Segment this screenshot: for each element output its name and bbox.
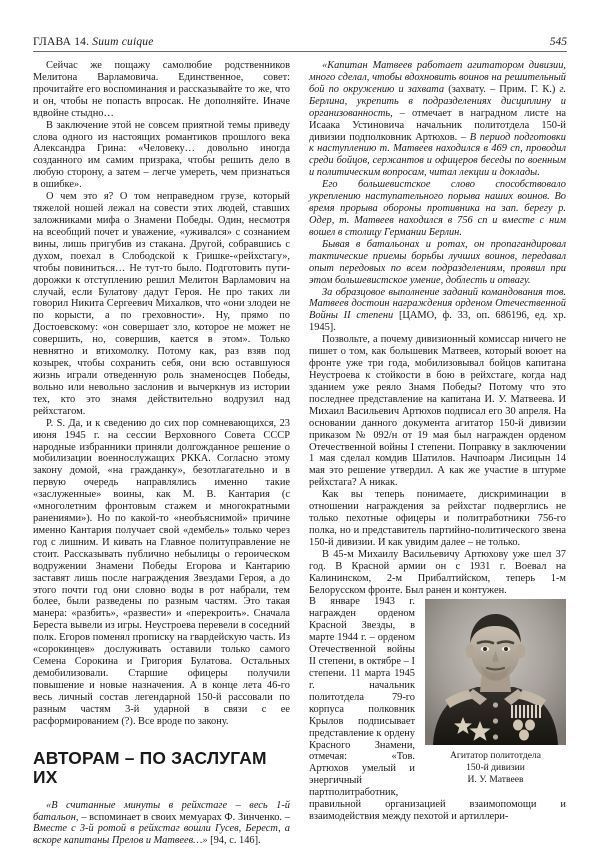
block-quote: Бывая в батальонах и ротах, он пропагандировал тактические приемы борьбы лучших воинов, передавал опыт передовых по всем подразделениям, проявил при этом большевистское умение, доблесть и отвагу. (309, 238, 566, 286)
quote-attribution-part: – вспоминает в своих мемуарах Ф. Зинченко. – (81, 811, 290, 823)
left-column (33, 60, 290, 847)
paragraph: Позвольте, а почему дивизионный комиссар ничего не пишет о том, как большевик Матвеев, который воюет на фронте уже три года, мобилизовывал бойцов капитана Неустроева к стойкости в бою в рейхстаге, когда над зданием уже реяло Знамя Победы? Потому что это последнее представление на капитана И. У. Матвеева. И Михаил Васильевич Артюхов подписал его 30 апреля. На основании данного документа агитатор 150-й дивизии приказом № 092/н от 19 мая был награжден орденом Отечественной войны I степени. Поправку в заключении 1 мая сделал комдив Шатилов. Начпоарм Лисицын 14 мая это решение утвердил. А как же участие в штурме рейхстага? А никак. (309, 334, 566, 489)
paragraph: Сейчас же пощажу самолюбие родственников Мелитона Варламовича. Единственное, совет: прочитайте его воспоминания и рассказывайте то же, что и он, чтобы не попасть впросак. Не дополняйте. Иначе вдвойне стыдно… (33, 60, 290, 119)
quote-italic-part: г. Берлина, укрепить в подразделениях дисциплину и организованность, (309, 83, 566, 119)
page-number: 545 (549, 36, 567, 48)
caption-line: И. У. Матвеев (467, 773, 524, 785)
running-head-chapter (33, 36, 154, 48)
portrait-photo (425, 599, 566, 745)
quote-italic-part: За образцовое выполнение заданий командования тов. Матвеев достоин награждения орденом Отечественной Войны II степени (309, 286, 566, 322)
chapter-label: ГЛАВА 14. (33, 36, 90, 48)
archive-reference: [ЦАМО, ф. 33, оп. 686196, ед. хр. 1945]. (309, 310, 567, 334)
editor-note: (захвату. – Прим. Г. К.) (448, 83, 560, 95)
quote-italic-part: В период подготовки к наступлению т. Матвеев находился в 469 сп, проводил среди бойцов, сержантов и офицеров беседы по военным и политическим вопросам, читал лекции и доклады. (309, 131, 566, 179)
paragraph: Как вы теперь понимаете, дискриминации в отношении награждения за рейхстаг подверглись не только пехотные офицеры и политработники 756-го полка, но и представитель партийно-политического звена 150-й дивизии. И как увидим далее – не только. (309, 489, 566, 548)
photo-caption (425, 750, 566, 785)
quote-reference: [94, с. 146]. (210, 835, 261, 847)
wrap-text-roman: В январе 1943 г. награжден орденом Красной Звезды, в марте 1944 г. – орденом Отечественной войны II степени, в октябре – I степени. 11 марта 1945 г. начальник политотдела 79-го корпуса полковник Крылов подписывает представление к ордену Красного Знамени, отмечая: (309, 596, 415, 763)
block-quote (309, 287, 566, 335)
right-column (309, 60, 566, 830)
chapter-latin-title: Suum cuique (92, 36, 154, 48)
paragraph: В 45-м Михаилу Васильевичу Артюхову уже шел 37 год. В Красной армии он с 1931 г. Воевал на Калининском, 2-м Прибалтийском, теперь 1-м Белорусском фронте. Был ранен и контужен. (309, 548, 566, 596)
block-quote (309, 60, 566, 179)
running-head (33, 36, 567, 52)
paragraph: P. S. Да, и к сведению до сих пор сомневающихся, 23 июня 1945 г. на сессии Верховного Совета СССР народные избранники приняли долгожданное решение о мобилизации военнослужащих РККА. Согласно этому закону домой, «на гражданку», безотлагательно и в первую очередь направлялись именно такие «заслуженные» воины, как М. В. Кантария (с «многолетним фронтовым стажем и многократными ранениями»). Но по какой-то «необъяснимой» причине именно Кантария получает свой «дембель» только через год с лишним. И кивать на Главное политуправление не стоит. Рассказывать публично небылицы о героическом водружении Знамени Победы Егорова и Кантарию заставят лишь после награждения Звездами Героя, а до этого почти год они словно воды в рот набрали, тем более, были разведены по разным частям. Это такая манера: «разбить», «развести» и «перекроить». Сначала Береста вывели из игры. Неустроева перевели в соседний полк. Егоров поменял прописку на гвардейскую часть. Из «сорокинцев» дослуживать оставили только самого Семена Сорокина и Григория Булатова. Остальных демобилизовали. Старшие офицеры получили повышение и новые назначения. А в конце лета 46-го весь личный состав легендарной 150-й рассовали по разным частям 3-й ударной в связи с ее расформированием (?). Все вроде по закону. (33, 417, 290, 727)
body-columns (33, 60, 567, 847)
quote-italic-part: Вместе с 3-й ротой в рейхстаг вошли Гусев, Берест, а вскоре капитаны Прелов и Матвеев…» (33, 823, 290, 847)
quote-attribution-part: – отмечает в наградном листе на Исаака Устиновича начальник политотдела 150-й дивизии подполковник Артюхов. – (309, 107, 567, 143)
caption-line: Агитатор политотдела (449, 750, 542, 762)
block-quote: Его большевистское слово способствовало укреплению наступательного порыва наших воинов. Во время прорыва обороны противника на зап. берегу р. Одер, т. Матвеев находился в 756 сп и вместе с ним вошел в столицу Германии Берлин. (309, 179, 566, 238)
caption-line: 150-й дивизии (466, 762, 525, 774)
wrap-text-italic: «Тов. Артюхов умелый и энергичный партполитработник, правильной организацией взаимопомощи и взаимодействия между пехотой и артиллери- (309, 751, 566, 823)
paragraph: О чем это я? О том неправедном грузе, который тяжелой ношей лежал на совести этих людей, ставших заложниками мифа о Знамени Победы. Один, несмотря на всеобщий почет и уважение, «уживался» с сознанием вины, лишь пригубив из стакана. Другой, собравшись с духом, поехал в Слободской к Гришке-«рейхстагу», чтобы повиниться… Не тут-то было. Подготовить пути-дорожки к отступлению решил Мелитон Варламович на случай, если Булатову дадут Героя. Не про таких ли говорил Никита Сергеевич Михалков, что «они злодеи не по корысти, а по греховности». Ну, прямо по Достоевскому: «он совершает зло, которое не может не совершить, но, совершив, кается в этом». Только невнятно и втихомолку. Потому как, раз взяв под козырек, чтобы сохранить себя, они всю оставшуюся жизнь играли отведенную роль знаменосцев Победы, вольно или невольно заслонив и вычеркнув из истории тех, кто это знамя действительно водрузил над рейхстагом. (33, 191, 290, 417)
quote-italic-part: «Капитан Матвеев работает агитатором дивизии, много сделал, чтобы вдохновить воинов на решительный бой по окружению и захвата (309, 60, 566, 95)
photo-figure (425, 599, 566, 785)
block-quote (33, 800, 290, 848)
section-heading: АВТОРАМ – ПО ЗАСЛУГАМ ИХ (33, 747, 267, 787)
quote-italic-part: «В считанные минуты в рейхстаге – весь 1-й батальон, (33, 799, 290, 823)
paragraph: В заключение этой не совсем приятной темы приведу слова одного из настоящих романтиков прошлого века Александра Грина: «Человеку… довольно иногда созданного им самим призрака, чтобы решить дело в любую сторону, а затем – легче умереть, чем признаться в ошибке». (33, 119, 290, 191)
